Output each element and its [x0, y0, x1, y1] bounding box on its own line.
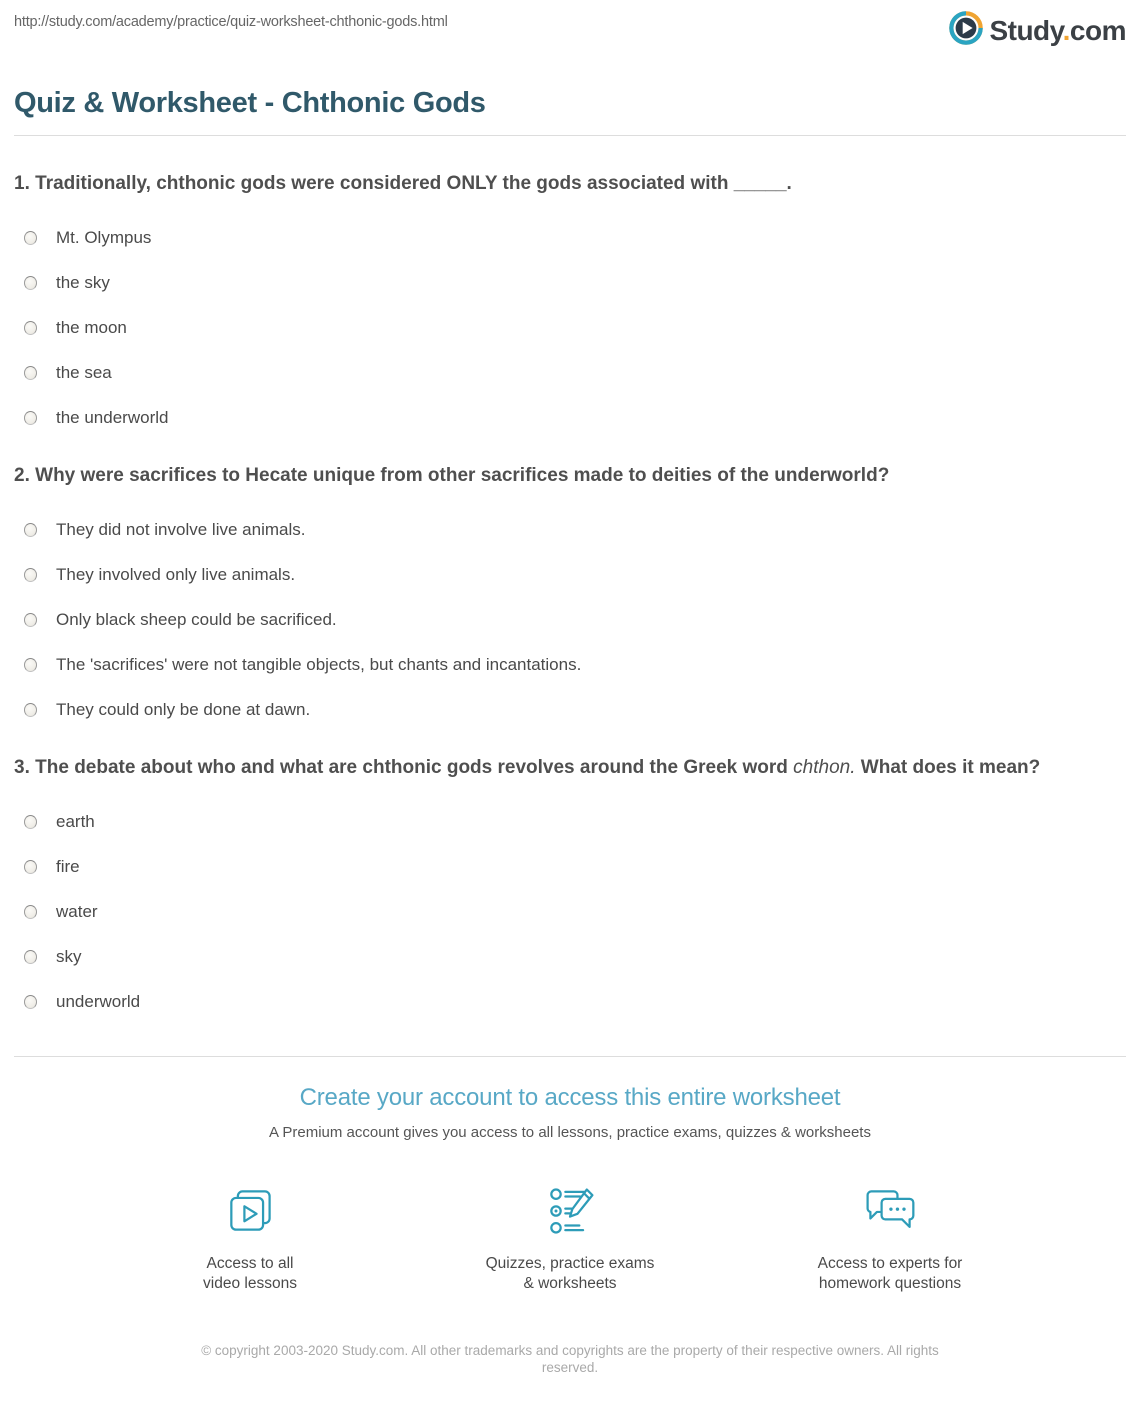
option-row[interactable]: [24, 318, 1126, 338]
question-3-text: 3. The debate about who and what are chthonic gods revolves around the Greek word chthon. What does it mean?: [14, 757, 1041, 778]
option-row[interactable]: [24, 947, 1126, 967]
question-2-text: 2. Why were sacrifices to Hecate unique from other sacrifices made to deities of the underworld?: [14, 465, 890, 486]
radio-button[interactable]: [24, 658, 37, 672]
feature-label: Access to all video lessons: [203, 1255, 297, 1292]
studycom-logo[interactable]: [949, 11, 1126, 50]
option-row[interactable]: [24, 857, 1126, 877]
option-row[interactable]: [24, 655, 1126, 675]
radio-button[interactable]: [24, 568, 37, 582]
option-row[interactable]: [24, 565, 1126, 585]
create-account-section: [14, 1056, 1126, 1294]
option-row[interactable]: [24, 700, 1126, 720]
question-1-text: 1. Traditionally, chthonic gods were considered ONLY the gods associated with _____.: [14, 173, 792, 194]
feature-label: Quizzes, practice exams & worksheets: [485, 1255, 655, 1292]
quiz-worksheet-icon: [542, 1183, 598, 1239]
question-2: [14, 465, 1126, 720]
feature-video-lessons: [138, 1183, 363, 1294]
option-label[interactable]: the sea: [56, 363, 112, 382]
question-3: [14, 757, 1126, 1012]
option-row[interactable]: [24, 610, 1126, 630]
copyright-text: © copyright 2003-2020 Study.com. All other trademarks and copyrights are the property of their respective owners. All rights reserved.: [201, 1343, 939, 1375]
title-divider: [14, 135, 1126, 136]
question-1: [14, 173, 1126, 428]
option-label[interactable]: Mt. Olympus: [56, 228, 152, 247]
feature-expert-help: [778, 1183, 1003, 1294]
features-row: [14, 1183, 1126, 1294]
option-label[interactable]: underworld: [56, 992, 141, 1011]
option-row[interactable]: [24, 902, 1126, 922]
radio-button[interactable]: [24, 276, 37, 290]
option-label[interactable]: the underworld: [56, 408, 169, 427]
option-label[interactable]: fire: [56, 857, 80, 876]
page-header: [14, 0, 1126, 50]
studycom-logo-text: Study.com: [989, 14, 1126, 46]
radio-button[interactable]: [24, 703, 37, 717]
radio-button[interactable]: [24, 411, 37, 425]
cta-divider: [14, 1056, 1126, 1057]
feature-label: Access to experts for homework questions: [817, 1255, 963, 1292]
radio-button[interactable]: [24, 321, 37, 335]
page-footer: [14, 1342, 1126, 1414]
option-row[interactable]: [24, 363, 1126, 383]
radio-button[interactable]: [24, 905, 37, 919]
radio-button[interactable]: [24, 523, 37, 537]
option-label[interactable]: They did not involve live animals.: [56, 520, 306, 539]
option-label[interactable]: sky: [56, 947, 82, 966]
option-row[interactable]: [24, 520, 1126, 540]
option-label[interactable]: They involved only live animals.: [56, 565, 296, 584]
option-label[interactable]: Only black sheep could be sacrificed.: [56, 610, 337, 629]
radio-button[interactable]: [24, 366, 37, 380]
page-title: Quiz & Worksheet - Chthonic Gods: [14, 87, 486, 119]
option-label[interactable]: water: [56, 902, 98, 921]
cta-title: Create your account to access this entire worksheet: [299, 1084, 841, 1111]
option-label[interactable]: earth: [56, 812, 95, 831]
cta-subtitle: A Premium account gives you access to all lessons, practice exams, quizzes & worksheets: [269, 1124, 871, 1141]
option-label[interactable]: The 'sacrifices' were not tangible objects, but chants and incantations.: [56, 655, 582, 674]
option-label[interactable]: They could only be done at dawn.: [56, 700, 311, 719]
option-row[interactable]: [24, 408, 1126, 428]
option-row[interactable]: [24, 273, 1126, 293]
radio-button[interactable]: [24, 815, 37, 829]
radio-button[interactable]: [24, 950, 37, 964]
radio-button[interactable]: [24, 995, 37, 1009]
option-row[interactable]: [24, 992, 1126, 1012]
radio-button[interactable]: [24, 860, 37, 874]
radio-button[interactable]: [24, 231, 37, 245]
option-label[interactable]: the moon: [56, 318, 127, 337]
expert-chat-icon: [862, 1183, 918, 1239]
feature-quizzes-worksheets: [458, 1183, 683, 1294]
option-row[interactable]: [24, 812, 1126, 832]
video-lessons-icon: [222, 1183, 278, 1239]
page-url: http://study.com/academy/practice/quiz-worksheet-chthonic-gods.html: [14, 14, 448, 30]
radio-button[interactable]: [24, 613, 37, 627]
option-label[interactable]: the sky: [56, 273, 110, 292]
option-row[interactable]: [24, 228, 1126, 248]
studycom-play-icon: [949, 11, 983, 50]
